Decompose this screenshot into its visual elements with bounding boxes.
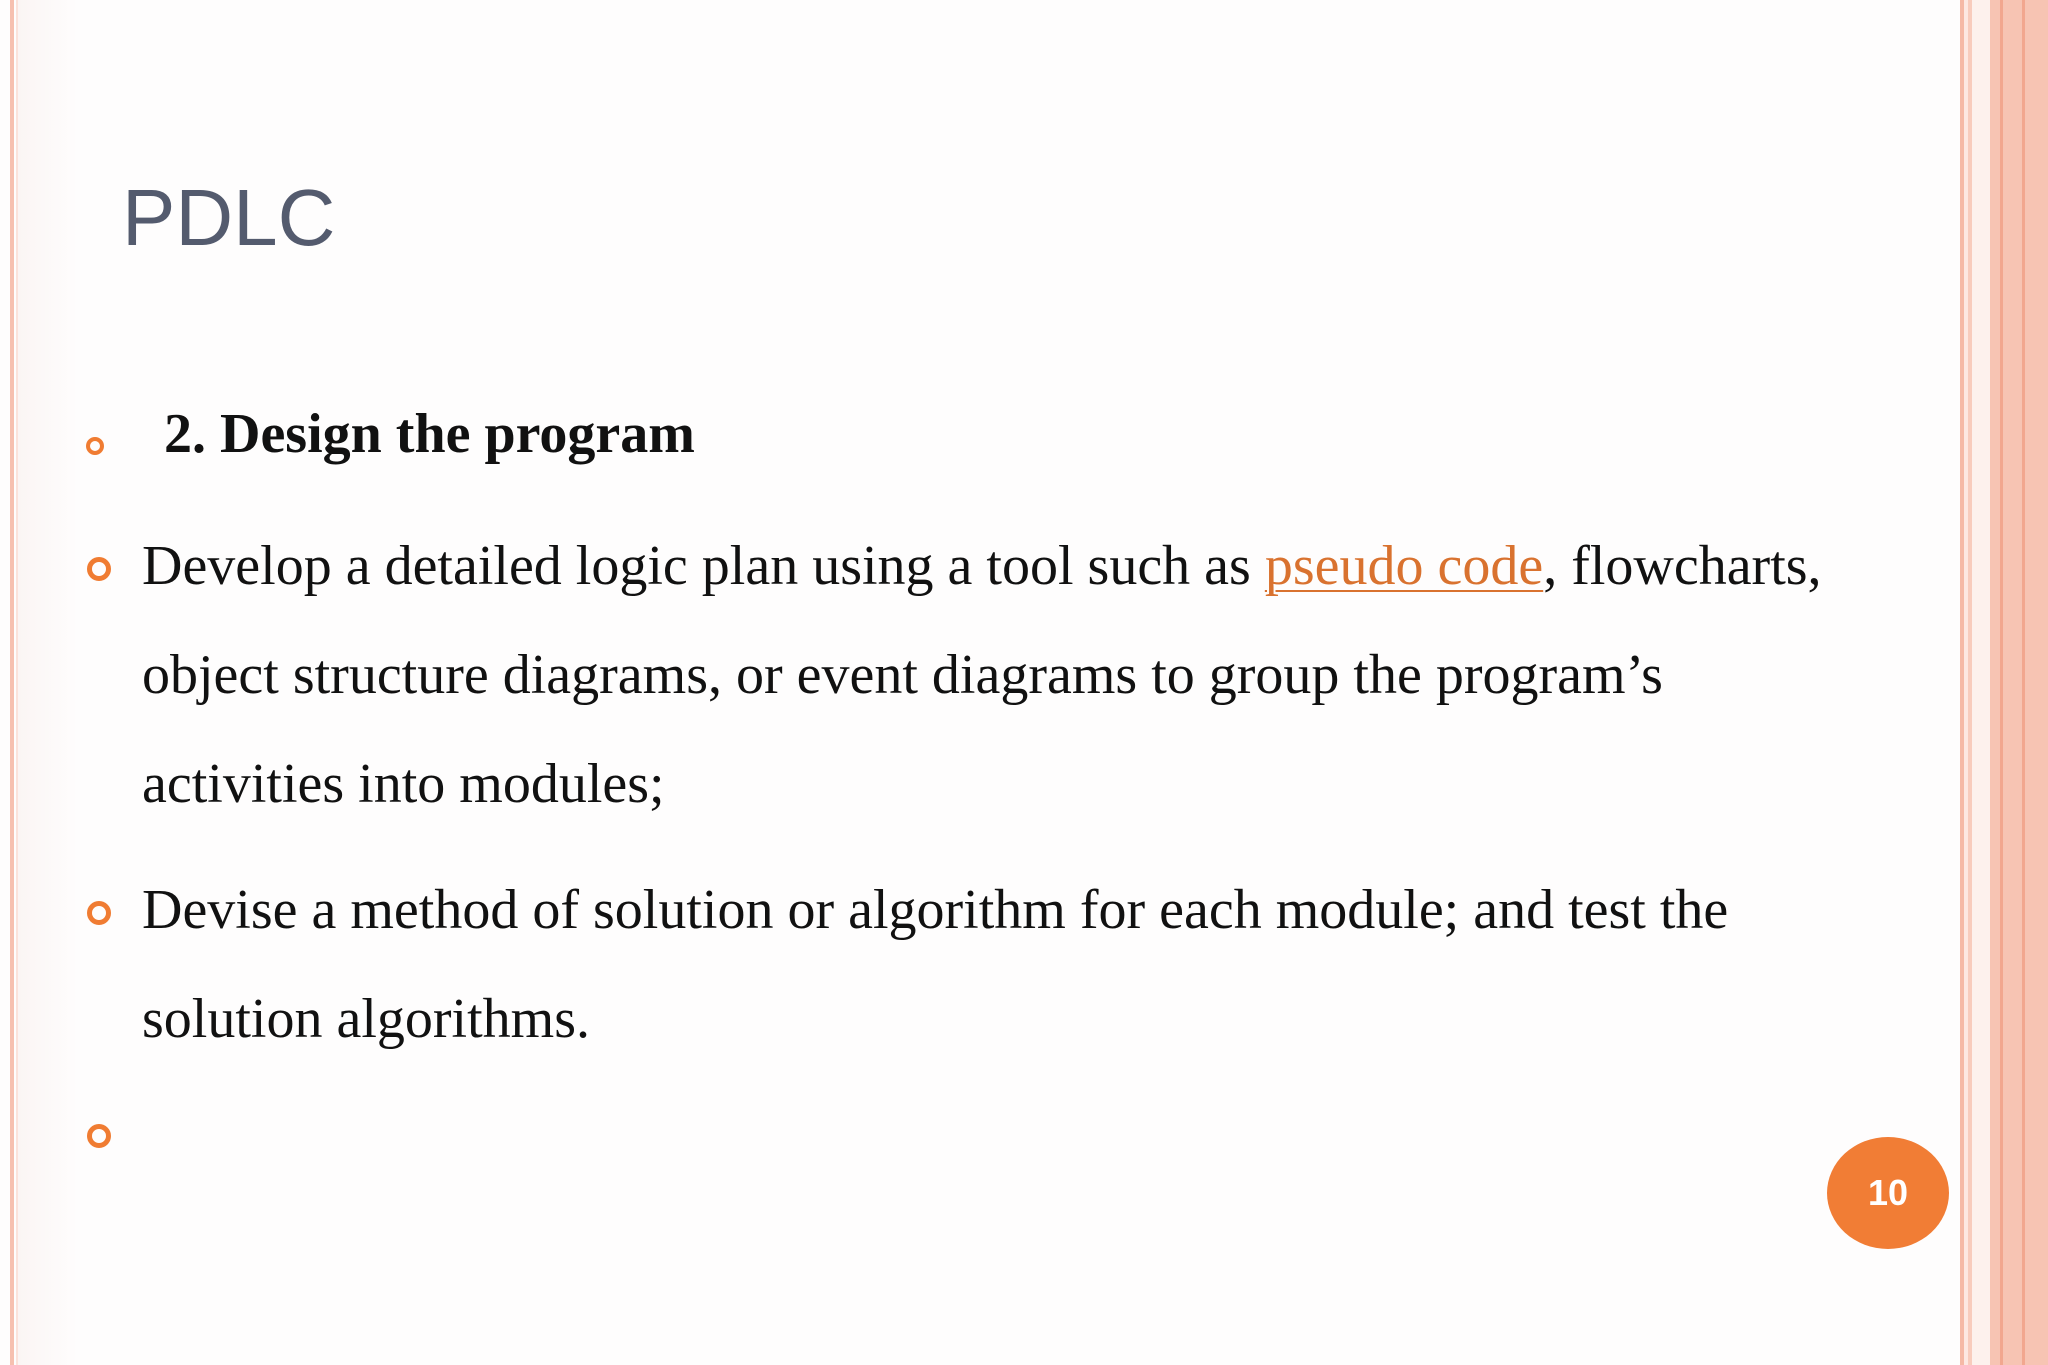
right-decorative-band (1960, 0, 2048, 1365)
right-band-stripe (1990, 0, 2048, 1365)
right-band-stripe (2022, 0, 2025, 1365)
bullet-paragraph-2 (142, 856, 1972, 1074)
paragraph-line: activities into modules; (142, 753, 665, 815)
page-number-badge: 10 (1827, 1137, 1949, 1249)
bullet-icon (87, 901, 111, 925)
paragraph-text: , flowcharts, (1543, 535, 1822, 597)
bullet-icon (87, 557, 111, 581)
right-band-stripe (2000, 0, 2003, 1365)
paragraph-line (142, 512, 1972, 621)
left-border-shade (18, 0, 78, 1365)
bullet-paragraph-1 (142, 512, 1972, 839)
paragraph-line: object structure diagrams, or event diagrams to group the program’s (142, 644, 1663, 706)
left-border-stripe (10, 0, 14, 1365)
paragraph-line: Devise a method of solution or algorithm for each module; and test the (142, 879, 1729, 941)
slide-title: PDLC (122, 173, 336, 262)
pseudo-code-link[interactable]: pseudo code (1264, 535, 1544, 597)
bullet-icon (87, 1124, 111, 1148)
paragraph-line: solution algorithms. (142, 988, 590, 1050)
section-heading: 2. Design the program (164, 403, 695, 465)
paragraph-text: Develop a detailed logic plan using a tool such as (142, 535, 1265, 597)
right-band-stripe (1972, 0, 1990, 1365)
bullet-icon (86, 437, 104, 455)
